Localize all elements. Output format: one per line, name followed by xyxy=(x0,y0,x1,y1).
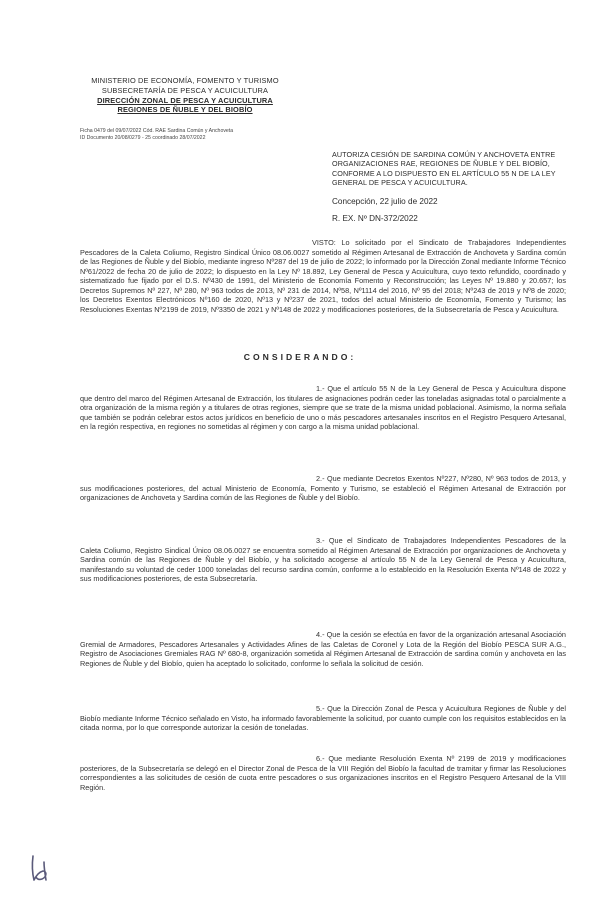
contact-line-2: ID Documento 20/08/0279 - 25 coordinado 28/07/2022 xyxy=(80,135,206,141)
handwritten-initials-mark xyxy=(27,852,53,884)
considerando-5: 5.- Que la Dirección Zonal de Pesca y Acuicultura Regiones de Ñuble y del Biobío mediante Informe Técnico señalado en Visto, ha informado favorablemente la solicitud, por cuanto cumple con los requisitos establecidos en la citada norma, por lo que corresponde autorizar la cesión de toneladas. xyxy=(80,704,566,732)
visto-paragraph xyxy=(80,238,566,314)
considerando-1: 1.- Que el artículo 55 N de la Ley General de Pesca y Acuicultura dispone que dentro del marco del Régimen Artesanal de Extracción, los titulares de asignaciones podrán ceder las toneladas asignadas total o parcialmente a otra organización de la misma región y a titulares de otras regiones, siempre que se trate de la misma unidad poblacional. Asimismo, la norma señala que también se podrán celebrar estos actos jurídicos en beneficio de uno o más pescadores artesanales inscritos en el Registro Pesquero Artesanal, en la región respectiva, en regiones no sometidas al régimen y con cargo a la misma unidad poblacional. xyxy=(80,384,566,431)
header-regiones: REGIONES DE ÑUBLE Y DEL BIOBÍO xyxy=(117,105,253,115)
contact-line-1: Ficha 0479 del 09/07/2022 Cód. RAE Sardina Común y Anchoveta xyxy=(80,128,234,134)
header-subsecretaria: SUBSECRETARÍA DE PESCA Y ACUICULTURA xyxy=(101,85,269,95)
resolution-date: Concepción, 22 julio de 2022 xyxy=(332,197,438,206)
considerando-2: 2.- Que mediante Decretos Exentos Nº227, Nº280, Nº 963 todos de 2013, y sus modificaciones posteriores, del actual Ministerio de Economía, Fomento y Turismo, se estableció el Régimen Artesanal de Extracción por organizaciones de Anchoveta y Sardina común de las Regiones de Ñuble y del Biobío. xyxy=(80,474,566,502)
letterhead xyxy=(80,76,290,115)
considerando-4: 4.- Que la cesión se efectúa en favor de la organización artesanal Asociación Gremial de Armadores, Pescadores Artesanales y Actividades Afines de las Caletas de Coronel y Lota de la Región del Biobío PESCA SUR A.G., Registro de Asociaciones Gremiales RAG Nº 680-8, organización sometida al Régimen Artesanal de Extracción de sardina común y anchoveta en las Regiones de Ñuble y del Biobío, quien ha aceptado lo solicitado, conforme lo señala la solicitud de cesión. xyxy=(80,630,566,668)
header-direccion: DIRECCIÓN ZONAL DE PESCA Y ACUICULTURA xyxy=(97,95,273,105)
contact-block xyxy=(80,128,320,142)
visto-text: Lo solicitado por el Sindicato de Trabajadores Independientes Pescadores de la Caleta Coliumo, Registro Sindical Único 08.06.0027 sometido al Régimen Artesanal de Extracción de Anchoveta y Sardina común de las Regiones de Ñuble y del Biobío, mediante ingreso Nº287 del 19 de julio de 2022; lo informado por la Dirección Zonal mediante Informe Técnico Nº61/2022 de fecha 20 de julio de 2022; lo dispuesto en la Ley Nº 18.892, Ley General de Pesca y Acuicultura, cuyo texto refundido, coordinado y sistematizado fue fijado por el D.S. Nº430 de 1991, del Ministerio de Economía Fomento y Reconstrucción; las Leyes Nº 19.880 y 20.657; los Decretos Supremos Nº 227, Nº 280, Nº 963 todos de 2013, Nº 231 de 2014, Nº58, Nº1114 del 2016, Nº 95 del 2018; Nº243 de 2019 y Nº8 de 2020; los Decretos Exentos Electrónicos Nº160 de 2020, Nº13 y Nº237 de 2021, todos del actual Ministerio de Economía, Fomento y Turismo; las Resoluciones Exentas Nº2199 de 2019, Nº3350 de 2021 y Nº148 de 2022 y modificaciones posteriores, de la Subsecretaría de Pesca y Acuicultura. xyxy=(80,238,566,314)
considerando-3: 3.- Que el Sindicato de Trabajadores Independientes Pescadores de la Caleta Coliumo, Registro Sindical Único 08.06.0027 se encuentra sometido al Régimen Artesanal de Extracción por organizaciones de Anchoveta y Sardina común de las Regiones de Ñuble y del Biobío, y ha solicitado acogerse al artículo 55 N de la Ley General de Pesca y Acuicultura, manifestando su voluntad de ceder 1000 toneladas del recurso sardina común, conforme a lo establecido en la Resolución Exenta Nº148 de 2022 y sus modificaciones posteriores, de esta Subsecretaría. xyxy=(80,536,566,583)
header-ministry: MINISTERIO DE ECONOMÍA, FOMENTO Y TURISMO xyxy=(91,76,279,85)
visto-label: VISTO: xyxy=(312,238,336,247)
resolution-number: R. EX. Nº DN-372/2022 xyxy=(332,214,418,223)
resolution-subject: AUTORIZA CESIÓN DE SARDINA COMÚN Y ANCHOVETA ENTRE ORGANIZACIONES RAE, REGIONES DE ÑUBLE Y DEL BIOBÍO, CONFORME A LO DISPUESTO EN EL ARTÍCULO 55 N DE LA LEY GENERAL DE PESCA Y ACUICULTURA. xyxy=(332,150,556,188)
considerando-6: 6.- Que mediante Resolución Exenta Nº 2199 de 2019 y modificaciones posteriores, de la Subsecretaría se delegó en el Director Zonal de Pesca de la VIII Región del Biobío la facultad de tramitar y firmar las Resoluciones correspondientes a las solicitudes de cesión de cuota entre pescadores o sus organizaciones inscritos en el Registro Pesquero Artesanal de la VIII Región. xyxy=(80,754,566,792)
considerando-title: CONSIDERANDO: xyxy=(243,352,357,362)
